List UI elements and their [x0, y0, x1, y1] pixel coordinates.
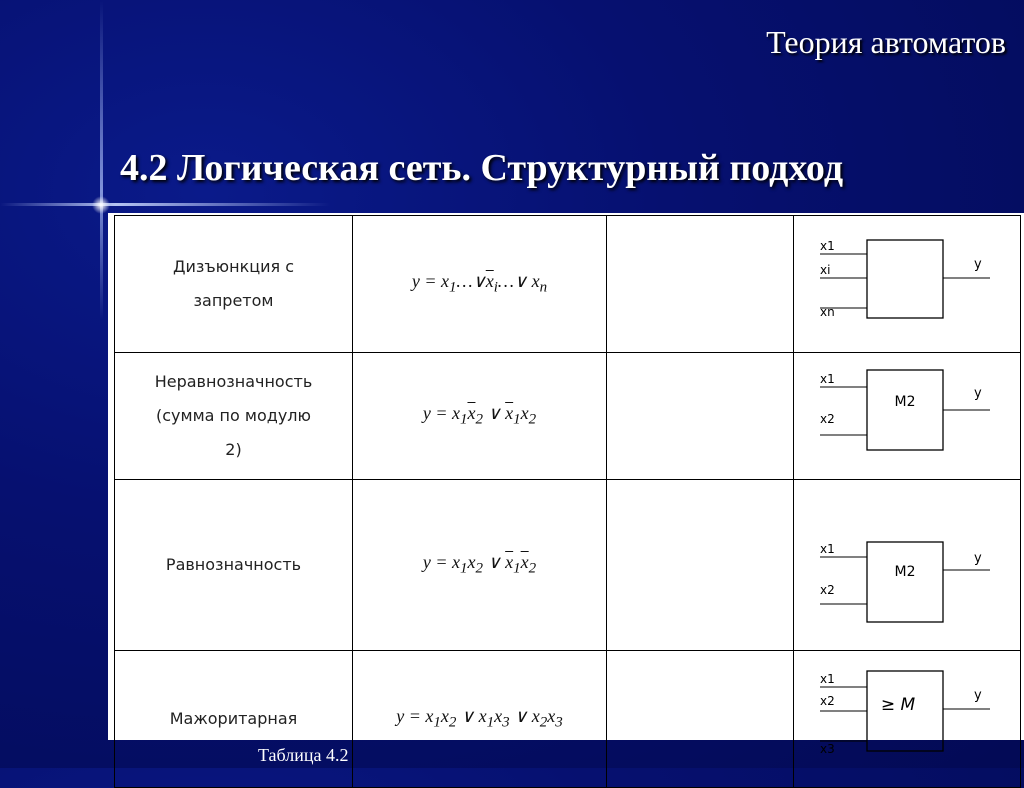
gate-name-line: Неравнозначность [154, 372, 313, 391]
table-row [115, 651, 1021, 788]
slide-title: 4.2 Логическая сеть. Структурный подход [120, 147, 844, 189]
symbol-cell [794, 216, 1021, 353]
symbol-cell [794, 480, 1021, 651]
output-label: y [974, 688, 982, 703]
decor-glow-vertical [100, 0, 103, 320]
input-label: x1 [820, 672, 835, 686]
gate-symbol [794, 651, 1020, 775]
gate-name-line: Мажоритарная [169, 709, 298, 728]
input-label: x3 [820, 742, 835, 756]
symbol-cell [794, 353, 1021, 480]
gate-function-label: M2 [894, 564, 916, 580]
gate-table [114, 215, 1021, 788]
gate-function-label: ≥ M [880, 695, 916, 715]
output-label: y [974, 551, 982, 566]
empty-cell [607, 480, 794, 651]
gate-name-cell [115, 353, 353, 480]
gate-name-line: Дизъюнкция с [172, 257, 295, 276]
input-label: x2 [820, 412, 835, 426]
empty-cell [607, 651, 794, 788]
table-row [115, 353, 1021, 480]
gate-symbol [794, 480, 1020, 638]
table-caption: Таблица 4.2 [258, 745, 349, 765]
slide-subject: Теория автоматов [766, 24, 1006, 60]
gate-name-cell [115, 480, 353, 651]
output-label: y [974, 257, 982, 272]
gate-name-line: Равнозначность [165, 555, 302, 574]
table-row [115, 216, 1021, 353]
table-row [115, 480, 1021, 651]
input-label: x2 [820, 694, 835, 708]
input-label: x1 [820, 372, 835, 386]
input-label: xn [820, 305, 835, 319]
input-label: x1 [820, 542, 835, 556]
input-label: xi [820, 263, 831, 277]
formula-cell: $y = x_1\dots\vee\overline{x}_i\dots\vee$ $x_n$ [353, 216, 607, 353]
gate-name-cell [115, 216, 353, 353]
gate-function-label: M2 [894, 394, 916, 410]
output-label: y [974, 386, 982, 401]
formula-cell: $y = x_1x_2$ ∨ $x_1x_3$ ∨ $x_2x_3$ [353, 651, 607, 788]
formula-cell: $y = x_1\overline{x}_2$ ∨ $\overline{x}_1x_2$ [353, 353, 607, 480]
decor-star [92, 196, 110, 214]
gate-symbol [794, 216, 1020, 340]
formula-cell: $y = x_1x_2$ ∨ $\overline{x}_1\overline{x}_2$ [353, 480, 607, 651]
gate-name-cell [115, 651, 353, 788]
input-label: x2 [820, 583, 835, 597]
gate-symbol [794, 353, 1020, 467]
empty-cell [607, 216, 794, 353]
input-label: x1 [820, 239, 835, 253]
decor-glow-horizontal [0, 203, 330, 206]
symbol-cell [794, 651, 1021, 788]
gate-name-line: запретом [193, 291, 274, 310]
gate-name-line: 2) [225, 440, 242, 459]
gate-name-line: (сумма по модулю [156, 406, 311, 425]
empty-cell [607, 353, 794, 480]
